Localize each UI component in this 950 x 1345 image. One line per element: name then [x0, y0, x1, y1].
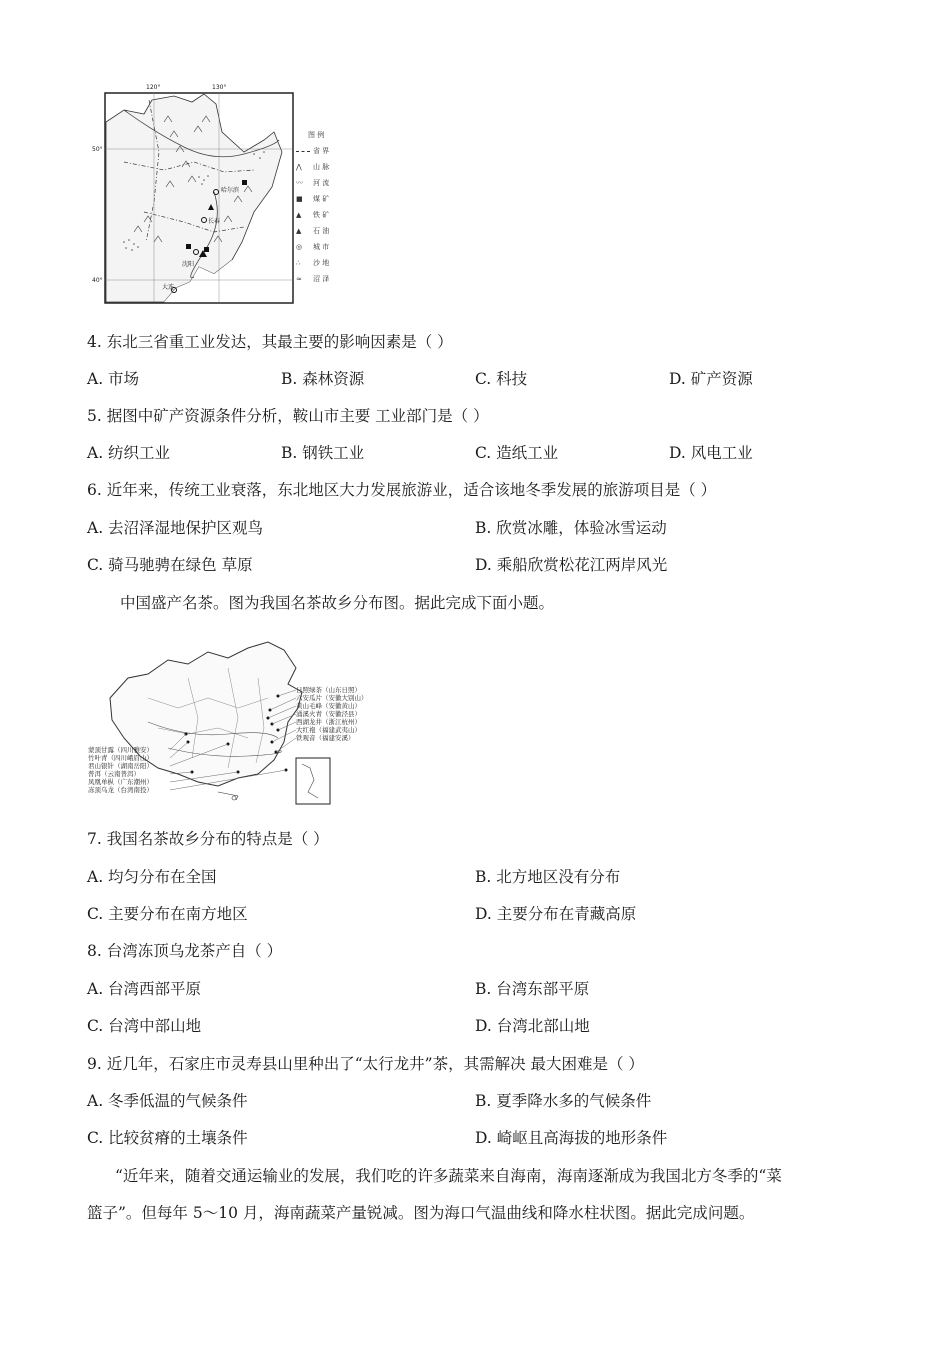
tea-label-junshan: 君山银针（湖南岳阳）: [88, 762, 153, 770]
q8-option-c: C. 台湾中部山地: [87, 1017, 202, 1035]
city-label-harbin: 哈尔滨: [221, 187, 240, 194]
q6-option-b: B. 欣赏冰雕，体验冰雪运动: [475, 519, 667, 537]
tea-label-zhuyeqing: 竹叶青（四川峨眉山）: [88, 754, 153, 762]
question-8-stem: 8. 台湾冻顶乌龙茶产自（ ）: [87, 942, 283, 960]
q9-option-c: C. 比较贫瘠的土壤条件: [87, 1129, 248, 1147]
q5-option-b: B. 钢铁工业: [281, 444, 365, 462]
question-6-stem: 6. 近年来，传统工业衰落，东北地区大力发展旅游业，适合该地冬季发展的旅游项目是（ ）: [87, 481, 717, 499]
tea-label-puer: 普洱（云南普洱）: [88, 770, 140, 778]
tea-label-fenghuang: 凤凰单枞（广东潮州）: [88, 778, 153, 786]
q9-option-b: B. 夏季降水多的气候条件: [475, 1092, 652, 1110]
q7-option-b: B. 北方地区没有分布: [475, 868, 621, 886]
legend-title: 图 例: [308, 131, 325, 139]
tea-label-luan: 六安瓜片（安徽大别山）: [296, 694, 368, 702]
lat-label-40: 40°: [92, 277, 103, 284]
legend-item: 〰 河 流: [296, 179, 330, 187]
hainan-intro-line2: 篮子”。但每年 5～10 月，海南蔬菜产量锐减。图为海口气温曲线和降水柱状图。据此完成问题。: [87, 1204, 755, 1222]
tea-label-tieguanyin: 铁观音（福建安溪）: [296, 734, 355, 742]
tea-label-dongding: 冻顶乌龙（台湾南投）: [88, 786, 153, 794]
northeast-china-map: [92, 84, 294, 304]
legend-item: ▲ 石 油: [296, 227, 330, 235]
question-4-stem: 4. 东北三省重工业发达，其最主要的影响因素是（ ）: [87, 333, 453, 351]
lon-label-120: 120°: [146, 84, 161, 91]
question-7-stem: 7. 我国名茶故乡分布的特点是（ ）: [87, 830, 329, 848]
q7-option-a: A. 均匀分布在全国: [87, 868, 217, 886]
tea-label-huangshan: 黄山毛峰（安徽黄山）: [296, 702, 361, 710]
legend-item: ≈ 沼 泽: [296, 275, 330, 283]
tea-regions-map: [88, 638, 418, 806]
city-label-changchun: 长春: [208, 218, 221, 225]
tea-label-dahongpao: 大红袍（福建武夷山）: [296, 726, 361, 734]
q6-option-c: C. 骑马驰骋在绿色 草原: [87, 556, 253, 574]
q5-option-c: C. 造纸工业: [475, 444, 559, 462]
q9-option-d: D. 崎岖且高海拔的地形条件: [475, 1129, 668, 1147]
q6-option-d: D. 乘船欣赏松花江两岸风光: [475, 556, 668, 574]
tea-intro: 中国盛产名茶。图为我国名茶故乡分布图。据此完成下面小题。: [120, 594, 555, 612]
q8-option-b: B. 台湾东部平原: [475, 980, 590, 998]
q9-option-a: A. 冬季低温的气候条件: [87, 1092, 248, 1110]
hainan-intro-line1: “近年来，随着交通运输业的发展，我们吃的许多蔬菜来自海南，海南逐渐成为我国北方冬季的“菜: [115, 1167, 782, 1185]
city-label-shenyang: 沈阳: [182, 261, 195, 268]
legend-item: ∴ 沙 地: [296, 259, 330, 267]
q5-option-d: D. 风电工业: [669, 444, 753, 462]
q4-option-d: D. 矿产资源: [669, 370, 753, 388]
q4-option-a: A. 市场: [87, 370, 140, 388]
q6-option-a: A. 去沼泽湿地保护区观鸟: [87, 519, 264, 537]
q8-option-d: D. 台湾北部山地: [475, 1017, 590, 1035]
lat-label-50: 50°: [92, 146, 103, 153]
legend-item: 省 界: [296, 146, 329, 156]
question-9-stem: 9. 近几年，石家庄市灵寿县山里种出了“太行龙井”茶，其需解决 最大困难是（ ）: [87, 1055, 644, 1073]
legend-item: ▲ 铁 矿: [296, 211, 330, 219]
tea-label-mengding: 蒙顶甘露（四川雅安）: [88, 746, 153, 754]
q5-option-a: A. 纺织工业: [87, 444, 171, 462]
tea-label-xihu: 西湖龙井（浙江杭州）: [296, 718, 361, 726]
city-label-dalian: 大连: [162, 284, 175, 291]
legend-item: ◎ 城 市: [296, 243, 330, 251]
legend-item: ⋀ 山 脉: [296, 163, 330, 171]
tea-label-yongxi: 涌溪火青（安徽泾县）: [296, 710, 361, 718]
q8-option-a: A. 台湾西部平原: [87, 980, 202, 998]
q7-option-d: D. 主要分布在青藏高原: [475, 905, 637, 923]
question-5-stem: 5. 据图中矿产资源条件分析，鞍山市主要 工业部门是（ ）: [87, 407, 489, 425]
lon-label-130: 130°: [212, 84, 227, 91]
q4-option-c: C. 科技: [475, 370, 528, 388]
q7-option-c: C. 主要分布在南方地区: [87, 905, 248, 923]
legend-item: ■ 煤 矿: [296, 195, 330, 203]
q4-option-b: B. 森林资源: [281, 370, 365, 388]
tea-label-rizhao: 日照绿茶（山东日照）: [296, 686, 361, 694]
northeast-map-graphic: [104, 92, 294, 304]
